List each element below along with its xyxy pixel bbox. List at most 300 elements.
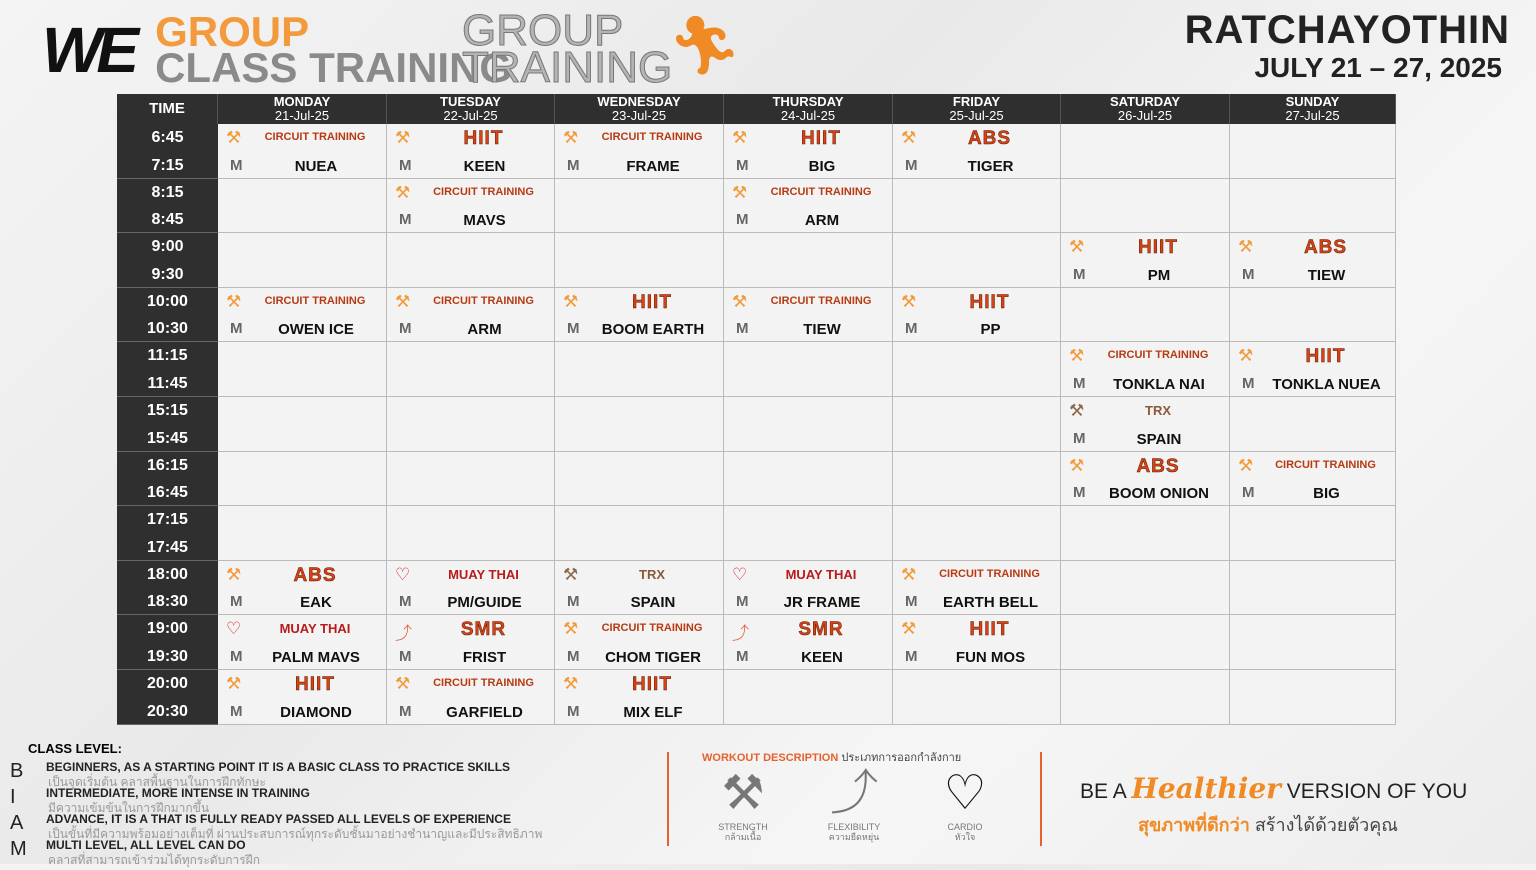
coach-name: MIX ELF [623, 703, 683, 721]
time-slot [117, 561, 218, 616]
coach-name: FRAME [626, 157, 680, 175]
time-slot [117, 670, 218, 725]
slogan-pre: BE A [1080, 780, 1126, 803]
class-level: M [1073, 484, 1086, 502]
we-logo: WE [42, 13, 134, 86]
time-slot [117, 615, 218, 670]
level-letter: M [10, 838, 27, 860]
class-cell[interactable] [724, 561, 893, 616]
start-time: 6:45 [151, 129, 184, 146]
slogan-script: Healthier [1131, 772, 1281, 805]
end-time: 16:45 [147, 484, 188, 502]
class-name: CIRCUIT TRAINING [1275, 458, 1376, 471]
class-level: M [1073, 374, 1086, 392]
workout-title [702, 748, 961, 766]
start-time: 18:00 [147, 565, 188, 583]
empty-cell [893, 397, 1061, 452]
class-cell[interactable] [218, 615, 387, 670]
coach-name: KEEN [463, 157, 506, 175]
empty-cell [1061, 506, 1230, 561]
day-header-monday [218, 94, 387, 124]
strength-icon: ⚒ [226, 291, 242, 311]
class-cell[interactable] [724, 288, 893, 343]
class-level: M [230, 156, 243, 174]
class-cell[interactable] [387, 124, 555, 179]
end-time: 8:45 [151, 211, 184, 229]
coach-name: BOOM ONION [1109, 485, 1209, 503]
coach-name: NUEA [294, 157, 338, 175]
coach-name: TONKLA NAI [1113, 375, 1205, 393]
level-desc-en: ADVANCE, IT IS A THAT IS FULLY READY PASSED ALL LEVELS OF EXPERIENCE [46, 812, 511, 826]
class-level: M [736, 211, 749, 229]
outline-2: TRAINING [462, 43, 673, 93]
empty-cell [555, 179, 724, 234]
class-name: HIIT [801, 128, 841, 149]
coach-name: ARM [467, 321, 502, 339]
class-level: M [905, 320, 918, 338]
class-cell[interactable] [218, 124, 387, 179]
class-cell[interactable] [1061, 233, 1230, 288]
outline-1: GROUP [462, 6, 624, 55]
level-letter: B [10, 760, 24, 782]
cardio-icon: ♡ [226, 619, 242, 639]
slogan-th-highlight: สุขภาพที่ดีกว่า [1138, 815, 1250, 835]
day-name: SUNDAY [1285, 94, 1340, 109]
end-time: 17:45 [147, 538, 188, 556]
time-slot [117, 452, 218, 507]
class-cell[interactable] [218, 670, 387, 725]
empty-cell [724, 233, 893, 288]
day-header-wednesday [555, 94, 724, 124]
class-level: M [567, 593, 580, 611]
coach-name: CHOM TIGER [605, 648, 701, 666]
class-level: M [230, 647, 243, 665]
strength-icon: ⚒ [901, 564, 917, 584]
coach-name: MAVS [463, 212, 506, 230]
time-slot [117, 342, 218, 397]
day-name: THURSDAY [772, 94, 844, 109]
coach-name: DIAMOND [280, 703, 352, 721]
strength-icon: ⚒ [226, 564, 242, 584]
flex-icon: ⤴ [732, 624, 749, 644]
workout-type-th: กล้ามเนื้อ [724, 832, 762, 842]
start-time: 20:00 [147, 675, 188, 692]
class-level: M [399, 156, 412, 174]
empty-cell [555, 506, 724, 561]
end-time: 10:30 [147, 320, 188, 338]
coach-name: KEEN [801, 648, 843, 666]
class-level: M [905, 647, 918, 665]
class-name: HIIT [969, 291, 1010, 313]
empty-cell [1061, 124, 1230, 179]
time-slot [117, 124, 218, 179]
empty-cell [893, 233, 1061, 288]
empty-cell [724, 452, 893, 507]
coach-name: FUN MOS [955, 648, 1026, 666]
trx-icon: ⚒ [563, 564, 579, 584]
time-slot [117, 179, 218, 234]
class-cell[interactable] [555, 670, 724, 725]
class-name: CIRCUIT TRAINING [770, 294, 872, 307]
empty-cell [1230, 561, 1396, 616]
empty-cell [724, 506, 893, 561]
strength-icon: ⚒ [1069, 346, 1085, 366]
class-cell[interactable] [893, 615, 1061, 670]
empty-cell [1230, 179, 1396, 234]
class-level: M [567, 702, 580, 720]
class-level: M [230, 320, 243, 338]
class-cell[interactable] [724, 124, 893, 179]
class-cell[interactable] [1061, 397, 1230, 452]
level-letter: A [10, 812, 24, 834]
class-level: M [230, 593, 243, 611]
empty-cell [1230, 506, 1396, 561]
empty-cell [893, 670, 1061, 725]
coach-name: PALM MAVS [272, 648, 360, 666]
slogan-post: VERSION OF YOU [1286, 780, 1468, 803]
empty-cell [1061, 615, 1230, 670]
empty-cell [387, 397, 555, 452]
empty-cell [1230, 397, 1396, 452]
end-time: 19:30 [147, 647, 188, 665]
class-cell[interactable] [893, 124, 1061, 179]
class-level: M [736, 320, 749, 338]
empty-cell [1230, 615, 1396, 670]
empty-cell [218, 397, 387, 452]
strength-icon: ⚒ [395, 291, 411, 311]
start-time: 11:15 [147, 347, 188, 365]
day-name: FRIDAY [952, 94, 1001, 109]
slogan [1080, 772, 1467, 805]
empty-cell [555, 397, 724, 452]
empty-cell [724, 670, 893, 725]
class-level: M [230, 702, 243, 720]
strength-icon: ⚒ [901, 128, 917, 147]
class-name: ABS [967, 128, 1012, 149]
class-name: HIIT [969, 619, 1010, 641]
class-level: M [736, 647, 749, 665]
level-desc-th: เป็นจุดเริ่มต้น คลาสพื้นฐานในการฝึกทักษะ [48, 775, 266, 789]
class-name: HIIT [632, 674, 672, 695]
strength-icon: ⚒ [563, 291, 579, 311]
coach-name: EAK [300, 594, 332, 612]
empty-cell [1230, 124, 1396, 179]
start-time: 9:00 [151, 238, 184, 256]
class-cell[interactable] [1230, 452, 1396, 507]
day-name: MONDAY [273, 94, 331, 109]
class-name: TRX [639, 566, 665, 582]
day-header-friday [893, 94, 1061, 124]
end-time: 20:30 [147, 702, 188, 720]
end-time: 15:45 [147, 429, 188, 447]
class-level: M [399, 320, 412, 338]
class-name: CIRCUIT TRAINING [433, 294, 534, 307]
coach-name: TONKLA NUEA [1272, 375, 1381, 393]
time-header: TIME [117, 94, 218, 124]
workout-type-en: FLEXIBILITY [827, 822, 881, 832]
class-level: M [1242, 265, 1255, 283]
class-level: M [1242, 374, 1255, 392]
strength-icon: ⚒ [732, 182, 748, 202]
coach-name: GARFIELD [446, 703, 523, 721]
day-date: 22-Jul-25 [443, 108, 498, 123]
brand-outline [462, 6, 673, 93]
class-level: M [1242, 484, 1255, 502]
class-name: CIRCUIT TRAINING [770, 185, 872, 198]
empty-cell [893, 342, 1061, 397]
workout-type-flexibility [814, 766, 894, 842]
class-cell[interactable] [218, 288, 387, 343]
empty-cell [1061, 179, 1230, 234]
end-time: 11:45 [147, 374, 188, 392]
empty-cell [218, 452, 387, 507]
coach-name: BOOM EARTH [601, 321, 705, 339]
day-header-tuesday [387, 94, 555, 124]
empty-cell [218, 506, 387, 561]
strength-icon: ⚒ [226, 674, 242, 693]
flex-icon: ⤴ [395, 624, 412, 644]
class-cell[interactable] [387, 670, 555, 725]
class-name: CIRCUIT TRAINING [264, 294, 366, 307]
class-level: M [1073, 429, 1086, 447]
start-time: 19:00 [147, 620, 188, 638]
strength-icon: ⚒ [1238, 237, 1254, 257]
strength-icon: ⚒ [732, 291, 748, 311]
class-name: ABS [1136, 455, 1180, 477]
empty-cell [893, 179, 1061, 234]
class-cell[interactable] [555, 615, 724, 670]
runner-icon: 🏃︎ [668, 13, 742, 78]
brand-line2: CLASS TRAINING [155, 43, 513, 91]
class-level: M [905, 593, 918, 611]
empty-cell [555, 233, 724, 288]
empty-cell [387, 506, 555, 561]
class-name: CIRCUIT TRAINING [601, 622, 703, 635]
logo [42, 8, 513, 91]
class-cell[interactable] [555, 288, 724, 343]
class-name: MUAY THAI [785, 566, 857, 582]
day-date: 24-Jul-25 [780, 108, 836, 123]
class-cell[interactable] [387, 288, 555, 343]
day-date: 26-Jul-25 [1117, 108, 1173, 123]
class-name: CIRCUIT TRAINING [601, 131, 703, 143]
class-cell[interactable] [1061, 452, 1230, 507]
empty-cell [218, 233, 387, 288]
coach-name: OWEN ICE [278, 321, 354, 339]
class-cell[interactable] [387, 615, 555, 670]
day-date: 27-Jul-25 [1285, 108, 1340, 123]
coach-name: PM/GUIDE [447, 594, 522, 612]
coach-name: TIEW [1307, 266, 1346, 284]
flexibility-icon: ⤴ [829, 767, 878, 820]
workout-title-th: ประเภทการออกกำลังกาย [841, 752, 962, 764]
class-name: HIIT [632, 291, 672, 313]
class-level: M [905, 156, 918, 174]
cardio-icon: ♡ [395, 564, 411, 584]
coach-name: EARTH BELL [943, 594, 1038, 612]
class-name: SMR [460, 619, 507, 641]
empty-cell [1061, 670, 1230, 725]
legend-title: CLASS LEVEL: [28, 741, 122, 756]
empty-cell [555, 452, 724, 507]
empty-cell [724, 397, 893, 452]
class-level: M [567, 647, 580, 665]
empty-cell [387, 342, 555, 397]
brand-line1: GROUP [155, 8, 310, 55]
strength-icon: ⚒ [1238, 455, 1254, 475]
cardio-icon: ♡ [943, 767, 987, 820]
workout-type-strength [703, 766, 783, 842]
empty-cell [724, 342, 893, 397]
coach-name: PP [980, 321, 1001, 339]
class-cell[interactable] [1061, 342, 1230, 397]
end-time: 9:30 [151, 265, 184, 283]
strength-icon: ⚒ [901, 291, 917, 311]
trx-icon: ⚒ [1069, 401, 1085, 420]
start-time: 10:00 [147, 292, 188, 310]
start-time: 8:15 [151, 183, 184, 201]
class-name: HIIT [295, 674, 335, 695]
class-name: CIRCUIT TRAINING [1107, 349, 1209, 362]
level-desc-en: INTERMEDIATE, MORE INTENSE IN TRAINING [46, 786, 310, 800]
strength-icon: ⚒ [1069, 455, 1085, 475]
class-cell[interactable] [1230, 233, 1396, 288]
empty-cell [1061, 561, 1230, 616]
coach-name: SPAIN [1136, 430, 1182, 448]
strength-icon: ⚒ [563, 619, 579, 639]
coach-name: TIGER [967, 157, 1014, 175]
level-desc-th: เป็นขั้นที่มีความพร้อมอย่างเต็มที่ ผ่านประสบการณ์ทุกระดับชั้นมาอย่างชำนาญและมีประสิทธิภาพ [48, 827, 543, 841]
empty-cell [893, 506, 1061, 561]
class-cell[interactable] [724, 179, 893, 234]
coach-name: SPAIN [630, 594, 676, 612]
level-desc-en: MULTI LEVEL, ALL LEVEL CAN DO [46, 838, 246, 852]
class-name: TRX [1145, 403, 1171, 418]
class-name: HIIT [463, 128, 504, 149]
class-level: M [399, 702, 412, 720]
coach-name: PM [1147, 266, 1171, 284]
class-level: M [399, 211, 412, 229]
slogan-thai [1138, 810, 1398, 839]
class-name: HIIT [1305, 346, 1346, 368]
empty-cell [218, 342, 387, 397]
day-header-saturday [1061, 94, 1230, 124]
strength-icon: ⚒ [901, 619, 917, 639]
class-level: M [736, 593, 749, 611]
start-time: 17:15 [147, 511, 188, 529]
class-cell[interactable] [218, 561, 387, 616]
class-cell[interactable] [893, 288, 1061, 343]
empty-cell [555, 342, 724, 397]
day-date: 23-Jul-25 [611, 108, 667, 123]
class-name: CIRCUIT TRAINING [939, 567, 1040, 580]
cardio-icon: ♡ [732, 564, 748, 584]
day-date: 21-Jul-25 [274, 108, 330, 123]
class-level: M [1073, 265, 1086, 283]
class-name: CIRCUIT TRAINING [433, 185, 534, 198]
class-cell[interactable] [387, 179, 555, 234]
class-name: SMR [798, 619, 844, 641]
slogan-th-rest: สร้างได้ด้วยตัวคุณ [1254, 815, 1398, 835]
strength-icon: ⚒ [395, 674, 411, 693]
class-level: M [736, 156, 749, 174]
workout-type-th: ความยืดหยุ่น [828, 832, 880, 842]
class-level: M [399, 647, 412, 665]
strength-icon: ⚒ [226, 128, 242, 147]
strength-icon: ⚒ [563, 674, 579, 693]
class-name: HIIT [1138, 237, 1178, 259]
end-time: 18:30 [147, 593, 188, 611]
time-slot [117, 506, 218, 561]
strength-icon: ⚒ [395, 128, 411, 147]
divider [1040, 752, 1042, 846]
start-time: 15:15 [147, 402, 188, 419]
time-slot [117, 397, 218, 452]
level-desc-en: BEGINNERS, AS A STARTING POINT IT IS A BASIC CLASS TO PRACTICE SKILLS [46, 760, 511, 774]
day-header-sunday [1230, 94, 1396, 124]
location-title: RATCHAYOTHIN [1184, 8, 1510, 52]
class-level: M [567, 320, 580, 338]
class-cell[interactable] [555, 561, 724, 616]
time-slot [117, 288, 218, 343]
day-name: SATURDAY [1109, 94, 1181, 109]
coach-name: ARM [804, 212, 840, 230]
workout-type-cardio [925, 766, 1005, 842]
level-letter: I [10, 786, 16, 808]
strength-icon: ⚒ [732, 128, 748, 147]
coach-name: BIG [1313, 485, 1340, 503]
empty-cell [218, 179, 387, 234]
class-name: ABS [1303, 237, 1348, 259]
day-name: WEDNESDAY [597, 94, 681, 109]
strength-icon: ⚒ [395, 182, 411, 202]
end-time: 7:15 [151, 156, 184, 174]
coach-name: JR FRAME [783, 594, 861, 612]
class-cell[interactable] [555, 124, 724, 179]
date-range: JULY 21 – 27, 2025 [1254, 52, 1502, 83]
empty-cell [387, 452, 555, 507]
class-cell[interactable] [893, 561, 1061, 616]
empty-cell [1230, 670, 1396, 725]
empty-cell [893, 452, 1061, 507]
day-name: TUESDAY [440, 94, 501, 109]
class-name: MUAY THAI [448, 566, 519, 582]
strength-icon: ⚒ [1238, 346, 1254, 366]
level-desc-th: คลาสที่สามารถเข้าร่วมได้ทุกระดับการฝึก [48, 853, 260, 867]
coach-name: TIEW [803, 321, 841, 339]
day-date: 25-Jul-25 [949, 108, 1004, 123]
workout-type-en: STRENGTH [718, 822, 768, 832]
strength-icon: ⚒ [721, 767, 765, 820]
class-name: CIRCUIT TRAINING [264, 131, 366, 143]
class-cell[interactable] [724, 615, 893, 670]
level-desc-th: มีความเข้มข้นในการฝึกมากขึ้น [48, 801, 210, 815]
class-cell[interactable] [387, 561, 555, 616]
class-name: ABS [293, 564, 337, 586]
class-cell[interactable] [1230, 342, 1396, 397]
class-name: MUAY THAI [279, 621, 351, 637]
schedule-table [117, 94, 1396, 724]
divider [667, 752, 669, 846]
strength-icon: ⚒ [1069, 237, 1085, 257]
empty-cell [1061, 288, 1230, 343]
empty-cell [1230, 288, 1396, 343]
start-time: 16:15 [147, 456, 188, 474]
workout-type-en: CARDIO [947, 822, 983, 832]
empty-cell [387, 233, 555, 288]
strength-icon: ⚒ [563, 128, 579, 147]
class-level: M [399, 593, 412, 611]
